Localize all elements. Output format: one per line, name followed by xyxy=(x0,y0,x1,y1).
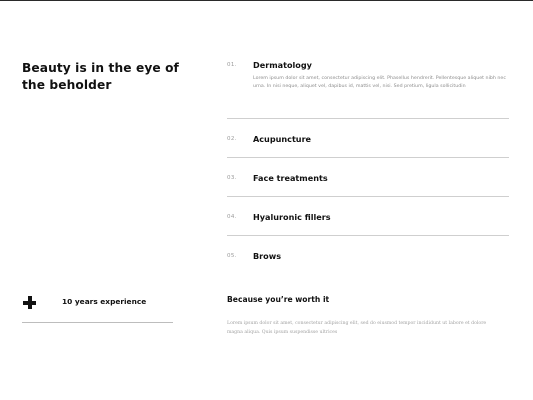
service-item-acupuncture[interactable] xyxy=(227,119,509,158)
promo-title: Because you’re worth it xyxy=(227,295,330,304)
service-title[interactable]: Face treatments xyxy=(253,173,328,183)
service-title[interactable]: Brows xyxy=(253,251,282,261)
promo-text: Lorem ipsum dolor sit amet, consectetur adipiscing elit, sed do eiusmod tempor incididunt ut labore et dolore magna aliqua. Quis ipsum suspendisse ultrices xyxy=(227,321,487,335)
service-item-brows[interactable] xyxy=(227,236,509,275)
service-number: 04. xyxy=(227,214,237,220)
service-number: 01. xyxy=(227,62,237,68)
service-number: 05. xyxy=(227,253,237,259)
promo-block xyxy=(227,295,513,335)
service-item-hyaluronic-fillers[interactable] xyxy=(227,197,509,236)
service-description: Lorem ipsum dolor sit amet, consectetur adipiscing elit. Phasellus hendrerit. Pellentesque aliquet nibh nec urna. In nisi neque, aliquet vel, dapibus id, mattis vel, nisi. Sed pretium, ligula sollicitudin xyxy=(253,76,506,89)
service-title[interactable]: Hyaluronic fillers xyxy=(253,212,331,222)
experience-block xyxy=(22,294,173,323)
service-title[interactable]: Acupuncture xyxy=(253,134,312,144)
service-title[interactable]: Dermatology xyxy=(253,60,312,70)
service-number: 03. xyxy=(227,175,237,181)
services-list xyxy=(227,59,509,275)
service-item-face-treatments[interactable] xyxy=(227,158,509,197)
experience-label: 10 years experience xyxy=(62,297,147,306)
page-headline: Beauty is in the eye of the beholder xyxy=(22,61,179,92)
plus-icon xyxy=(23,296,36,309)
service-item-dermatology[interactable] xyxy=(227,59,509,119)
top-divider xyxy=(0,0,533,1)
service-number: 02. xyxy=(227,136,237,142)
